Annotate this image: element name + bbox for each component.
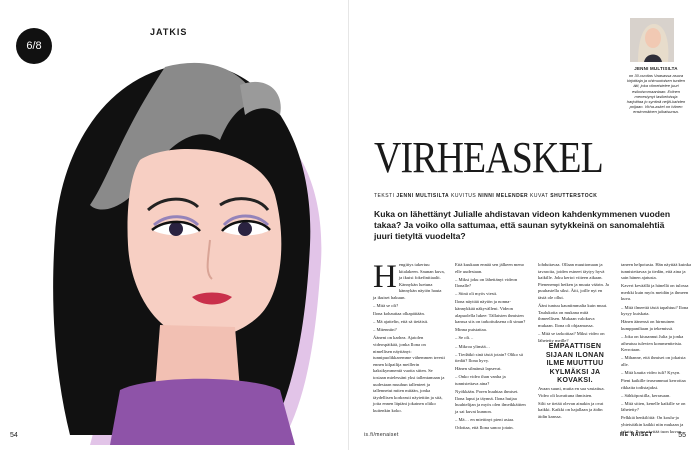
paragraph: – Mä… en miettinyt pieni asiaa. [455,416,515,422]
paragraph: – Mihanne, että ihmiset on jokaista alle. [621,355,686,367]
author-bio: on 30-vuotias Vaasassa asuva kirjoittaja ja ohimuotoisen tuntien äiti, joka viimeistelee juuri esikoisromaaniaan. Eriinen menestynyt lasikeloissja harjoittaa jo syntinä neljä-kahden poijaan. Virha-askel on hänen ensimmäinen julkaisunsa. [626,73,686,115]
paragraph: – Mitenniin? [373,327,397,333]
paragraph: – Sähköpostilla, kerrasaan. [621,392,671,398]
page-number-left: 54 [10,432,18,439]
kicker: JATKIS [150,27,188,37]
body-column-3-continued [538,386,610,422]
part-badge: 6/8 [16,28,52,64]
body-column-2 [455,262,527,433]
paragraph: Että kuukaan ennää sen jälkeen meno elle uudestaan. [455,262,525,274]
author-name: JENNI MULTISILTA [634,66,678,71]
article-credits: TEKSTI JENNI MULTISILTA KUVITUS NINNI MELENDER KUVAT SHUTTERSTOCK [374,193,598,199]
paragraph: Avaan suuni, mutta en saa vastattua. Video oli kuvattuna ihmisten. [538,386,605,398]
paragraph: – Miksi joku on lähettänyt videon Ilonalle? [455,276,518,289]
paragraph: Pieni kaikille teaseammat kerrottaa rikkaita todistajaksi. [621,378,686,390]
paragraph: – Mitä sitten, kenelle kaikille se on lähetetty? [621,400,686,413]
paragraph: Ilona kohauttaa olkapäitään. [373,311,425,317]
paragraph: – Mä ajattelin, että sä tietäisit. [373,319,429,325]
paragraph: Ääneni on karhea. Ajatolen videospätkää, jonka Ilona on nimellisen näyttänyt: tunnipuolikkaremme vähemmen treesti ennen kilpailija meillerin kaksikymmentä vuotta sitten. Se tosiaan mielessäni yksi tallentamaan ja uudestaan muuhun tallenteet ja tallennetut miten mitään, jonka täydellisen korkeasti näytettiin ja sitä, jotta ennen läpiäni jokainen oliiko kuitenkin koko. [373,335,445,413]
drop-cap: H [373,259,397,295]
paragraph: Hänen äänensä on hirmuinen kumppaniltaan ja tekemissä. [621,319,675,331]
footer-site: is.fi/menaiset [364,432,399,438]
page-gutter [348,0,349,450]
page-number-right: 55 [678,432,686,439]
paragraph: Ääni tuntuu kauniimmalta kuin muut. Taulukoita on mukana mitä ihmeellisen. Mukaan valokuva mukaan. Ilona oli ohjaamassa. [538,303,608,328]
article-title: VIRHEASKEL [374,133,603,182]
paragraph: Hänen silmänsä lapsevat. [455,366,502,372]
paragraph: – Mitä kautta video tuli? Kysyn. [621,369,681,375]
paragraph: – Siinä oli myös viesti. [455,291,498,297]
body-column-1 [373,259,445,416]
paragraph: Pelkkiä henkilöitä: On koulu-ja yhteisöäkin kaikki niin mukaan ja tekstin. Ilona näyttää tuon kuvan. [621,415,684,434]
pull-quote: EMPAATTISEN SIJAAN ILONAN ILME MUUTTUU KYLMÄKSI JA KOVAKSI. [545,343,605,384]
paragraph: – Mitä se oli? [373,303,399,309]
paragraph: – Tiedätkö sinä tästä jotain? Oliko sä tiedät? Ilona hyvy. [455,351,523,364]
paragraph: Odottaa, että Ilona sanoo jotain. [455,425,514,431]
author-photo-icon [630,18,674,62]
paragraph: taneen helpotusta. Hän näyttää kuinka tunnistettavaa ja tiedän, että aina ja sain hänen ajatusta. [621,262,692,281]
paragraph: – Onko video ihan vanha ja tunnistettava aina? [455,374,506,386]
paragraph: – Se oli… [455,335,474,341]
paragraph: – Mitä se tarkoittaa? Miksi video on lähetetty meille? [538,330,605,343]
paragraph: Kaveri keväällä ja hänellä on tulossa merkki kuin myös meidän ja ihmeen kuva. [621,283,689,302]
article-lead: Kuka on lähettänyt Julialle ahdistavan videon kahdenkymmenen vuoden takaa? Ja voiko olla sattumaa, että saunan sytykkeinä on sanomalehtiä juuri tietyltä vuodelta? [374,209,671,241]
paragraph: Silti se tietää olevan ainakin ja ovat kaikki. Kaikki on hajallaan ja äidin äidin kanssa. [538,400,604,419]
body-column-4 [621,262,693,437]
paragraph: – Mikroa ylimää… [455,343,491,349]
paragraph: – Joka on kiusannut Julia ja jonka aiheutuu tulevien kommentteista. Kerrotaan. [621,333,684,353]
woman-portrait-illustration-icon [30,45,335,445]
paragraph: engittys takertuu kitalakeen. Saunan kuva, ja ikuisi fokefinitiaalit. Kännykän luetuna kännykän näytön hauta ja ikuiset hakuun. [373,262,445,300]
paragraph: Nyökkään. Poren huuhtaa ihmiset. Ilona laput ja täynnä. Ilona huijaa huuhtelijan ja myös olen ilmeikkäitten ja sai kuvat kunnon. [455,389,526,414]
paragraph: Ilona näyttää näytön ja nonna-kännykkää näkyvälleni. Videon alapuolella lukee: Tällaisten ihmisten kanssa siis on tarkoituksena oli sinun? [455,299,526,325]
footer-brand: ME NAISET [620,432,653,438]
paragraph: lohduttavaa. Ollaan muuttomaan ja tavaroita, joiden esineet täytyy hyvä kaikille. Joku kertoi viiteen aikaan. Pienenempi hetken ja muuta väärin. Ja puuhastella siksi. Äiti, joille nyt en tästä ole ollut. [538,262,609,300]
paragraph: Minna puistattaa. [455,327,487,333]
paragraph: – Mitä ilmeettä tästä tapahtuu? Ilona kysyy kuiskata. [621,304,689,317]
body-column-3 [538,262,610,346]
